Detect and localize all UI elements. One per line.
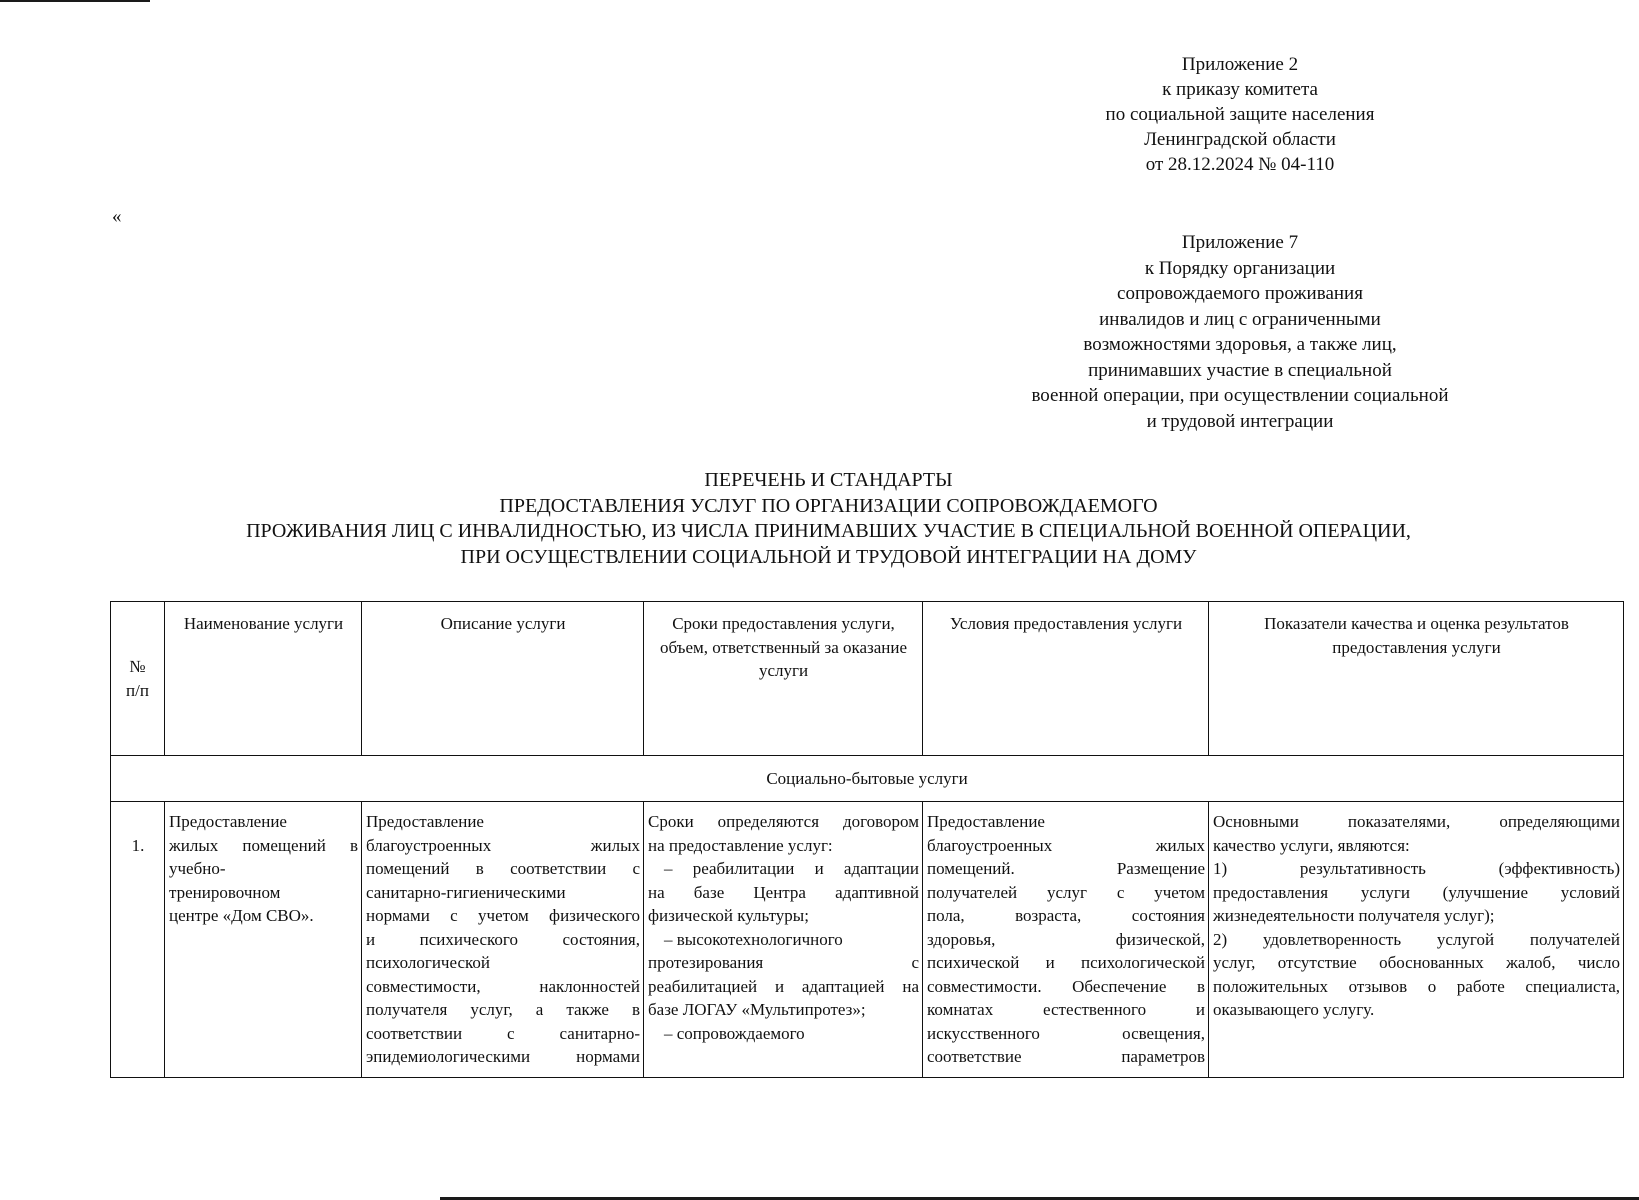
cell-line: жилых помещений в: [169, 835, 358, 855]
cell-line: Предоставление: [927, 812, 1045, 831]
appendix-2-line: к приказу комитета: [1162, 79, 1318, 100]
cell-line: получателей услуг с учетом: [927, 882, 1205, 902]
cell-line: психической и психологической: [927, 953, 1205, 972]
cell-line: и психического состояния,: [366, 929, 640, 949]
header-number-abbr: п/п: [126, 680, 149, 700]
header-service-name: Наименование услуги: [165, 602, 362, 756]
cell-line: физической культуры;: [648, 906, 809, 925]
scan-edge-top: [0, 0, 150, 2]
header-service-description: Описание услуги: [362, 602, 644, 756]
service-name-cell: [165, 802, 362, 1078]
title-line: ПРИ ОСУЩЕСТВЛЕНИИ СОЦИАЛЬНОЙ И ТРУДОВОЙ ИНТЕГРАЦИИ НА ДОМУ: [460, 545, 1197, 568]
cell-line: оказывающего услугу.: [1213, 1000, 1375, 1019]
row-number: 1.: [111, 802, 165, 1078]
cell-line: положительных отзывов о работе специалиста,: [1213, 976, 1620, 996]
header-number: [111, 602, 165, 756]
cell-line: комнатах естественного и: [927, 1000, 1205, 1019]
section-title: Социально-бытовые услуги: [111, 756, 1624, 802]
cell-line: соответствие параметров: [927, 1047, 1205, 1066]
cell-line: совместимости, наклонностей: [366, 976, 640, 996]
title-line: ПЕРЕЧЕНЬ И СТАНДАРТЫ: [704, 469, 953, 491]
cell-line: помещений в соответствии с: [366, 859, 640, 878]
appendix-2-line: от 28.12.2024 № 04-110: [1145, 154, 1335, 175]
cell-line: искусственного освещения,: [927, 1023, 1205, 1043]
appendix-7-line: принимавших участие в специальной: [1088, 359, 1392, 381]
header-quality-indicators: Показатели качества и оценка результатов предоставления услуги: [1209, 602, 1624, 756]
section-row: [111, 756, 1624, 802]
cell-line: получателя услуг, а также в: [366, 1000, 640, 1019]
cell-line: учебно-: [169, 859, 226, 878]
cell-line: тренировочном: [169, 882, 281, 902]
cell-line: протезирования с: [648, 953, 919, 972]
appendix-7-line: инвалидов и лиц с ограниченными: [1099, 308, 1381, 330]
appendix-7-line: сопровождаемого проживания: [1117, 283, 1363, 304]
service-conditions-cell: [923, 802, 1209, 1078]
appendix-7-line: возможностями здоровья, а также лиц,: [1083, 334, 1397, 355]
cell-line: Предоставление: [366, 812, 484, 831]
cell-line: 1) результативность (эффективность): [1213, 859, 1620, 878]
cell-line: качество услуги, являются:: [1213, 835, 1410, 855]
opening-quote-mark: «: [112, 206, 122, 227]
cell-line: благоустроенных жилых: [366, 835, 640, 855]
header-service-terms: Сроки предоставления услуги, объем, ответственный за оказание услуги: [644, 602, 923, 756]
table-row: [111, 802, 1624, 1078]
service-terms-cell: [644, 802, 923, 1078]
service-description-cell: [362, 802, 644, 1078]
document-title: [110, 468, 1547, 570]
cell-line: пола, возраста, состояния: [927, 906, 1205, 925]
cell-line: здоровья, физической,: [927, 929, 1205, 949]
cell-line: благоустроенных жилых: [927, 835, 1205, 855]
cell-line: – сопровождаемого: [664, 1023, 805, 1043]
cell-line: помещений. Размещение: [927, 859, 1205, 878]
cell-line: Предоставление: [169, 812, 287, 831]
cell-line: центре «Дом СВО».: [169, 906, 314, 925]
appendix-2-line: Ленинградской области: [1144, 129, 1336, 150]
cell-line: совместимости. Обеспечение в: [927, 976, 1205, 996]
cell-line: на предоставление услуг:: [648, 835, 833, 855]
cell-line: базе ЛОГАУ «Мультипротез»;: [648, 1000, 866, 1019]
appendix-7-line: Приложение 7: [1181, 232, 1299, 253]
services-standards-table: [110, 601, 1624, 1078]
appendix-2-header: [960, 52, 1520, 177]
appendix-2-line: по социальной защите населения: [1105, 104, 1375, 125]
cell-line: Сроки определяются договором: [648, 812, 919, 831]
cell-line: соответствии с санитарно-: [366, 1023, 640, 1043]
cell-line: на базе Центра адаптивной: [648, 882, 919, 902]
quality-indicators-cell: [1209, 802, 1624, 1078]
cell-line: 2) удовлетворенность услугой получателей: [1213, 929, 1620, 949]
cell-line: эпидемиологическими нормами: [366, 1047, 640, 1066]
appendix-2-line: Приложение 2: [1181, 54, 1299, 75]
header-service-conditions: Условия предоставления услуги: [923, 602, 1209, 756]
cell-line: санитарно-гигиеническими: [366, 882, 566, 902]
title-line: ПРЕДОСТАВЛЕНИЯ УСЛУГ ПО ОРГАНИЗАЦИИ СОПРОВОЖДАЕМОГО: [499, 494, 1158, 517]
cell-line: реабилитацией и адаптацией на: [648, 976, 919, 996]
header-number-sign: №: [129, 657, 146, 676]
table-header-row: [111, 602, 1624, 756]
cell-line: Основными показателями, определяющими: [1213, 812, 1620, 831]
cell-line: психологической: [366, 953, 490, 972]
appendix-7-line: военной операции, при осуществлении социальной: [1031, 385, 1449, 406]
appendix-7-header: [960, 230, 1520, 434]
cell-line: жизнедеятельности получателя услуг);: [1213, 906, 1495, 925]
cell-line: – высокотехнологичного: [664, 929, 843, 949]
title-line: ПРОЖИВАНИЯ ЛИЦ С ИНВАЛИДНОСТЬЮ, ИЗ ЧИСЛА ПРИНИМАВШИХ УЧАСТИЕ В СПЕЦИАЛЬНОЙ ВОЕННОЙ ОПЕРАЦИИ,: [246, 520, 1411, 542]
appendix-7-line: к Порядку организации: [1144, 257, 1336, 279]
cell-line: предоставления услуги (улучшение условий: [1213, 882, 1620, 902]
appendix-7-line: и трудовой интеграции: [1146, 410, 1334, 432]
cell-line: – реабилитации и адаптации: [664, 859, 919, 878]
cell-line: услуг, отсутствие обоснованных жалоб, число: [1213, 953, 1620, 972]
cell-line: нормами с учетом физического: [366, 906, 640, 925]
